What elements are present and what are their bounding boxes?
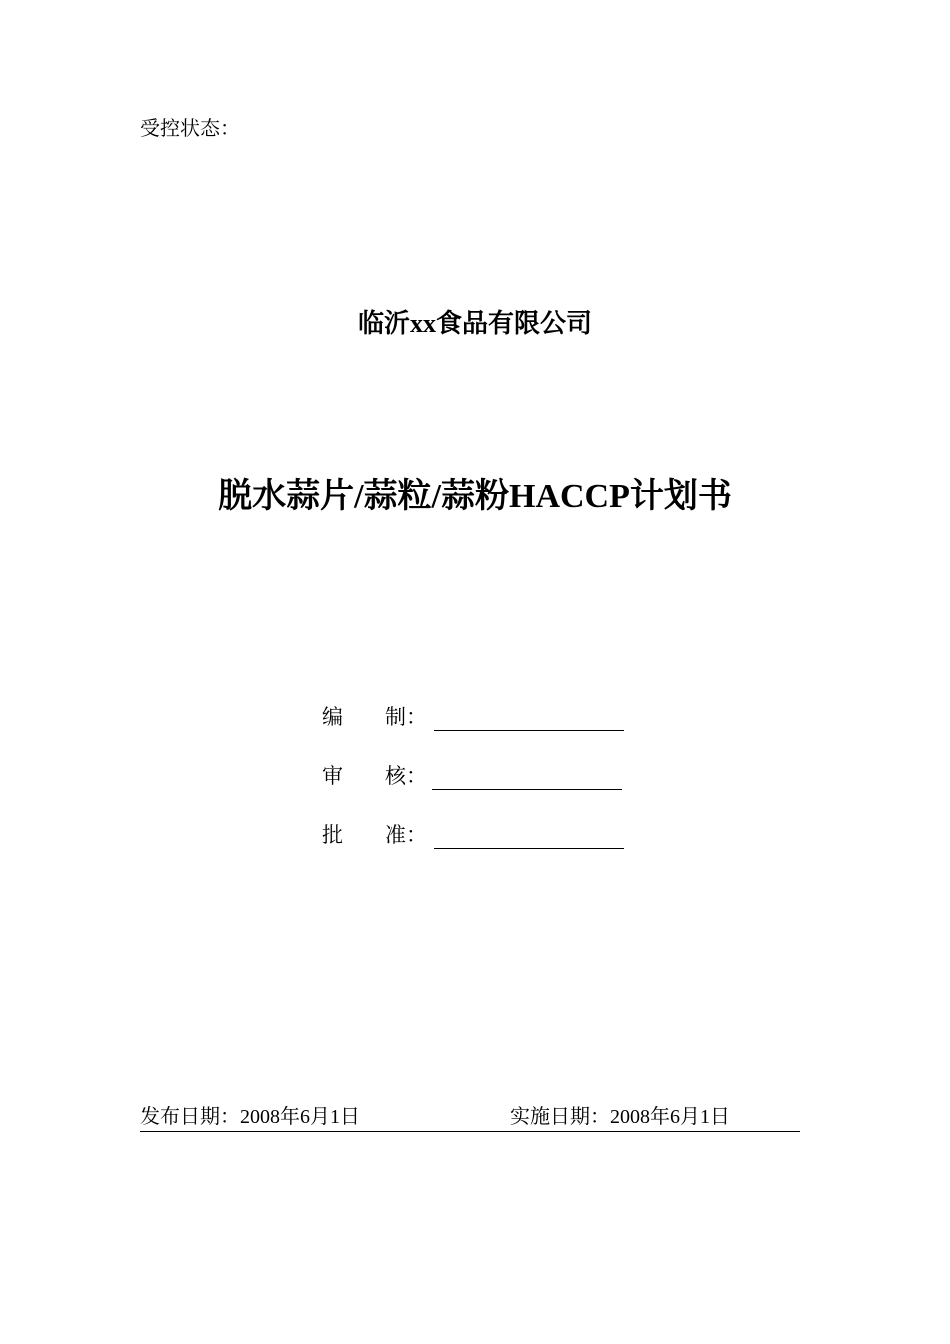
signature-blank-line — [432, 767, 622, 790]
control-status-label: 受控状态： — [140, 118, 240, 140]
signature-label-char: 准： — [385, 823, 427, 847]
company-name: 临沂xx食品有限公司 — [357, 309, 592, 338]
signature-label-char: 制： — [385, 705, 427, 729]
effective-date: 实施日期：2008年6月1日 — [510, 1106, 730, 1128]
signature-label — [322, 762, 432, 790]
signature-blank-line — [434, 826, 624, 849]
release-date: 发布日期：2008年6月1日 — [140, 1106, 360, 1128]
signature-row-approved — [322, 821, 624, 849]
document-title: 脱水蒜片/蒜粒/蒜粉HACCP计划书 — [218, 478, 732, 515]
signature-label-char: 编 — [322, 705, 343, 729]
signature-label-char: 审 — [322, 764, 343, 788]
footer-dates — [140, 1104, 800, 1132]
signature-blank-line — [434, 708, 624, 731]
signature-label — [322, 703, 434, 731]
signature-label-char: 批 — [322, 823, 343, 847]
signature-row-reviewed — [322, 762, 622, 790]
signature-label — [322, 821, 434, 849]
signature-label-char: 核： — [385, 764, 427, 788]
signature-row-compiled — [322, 703, 624, 731]
